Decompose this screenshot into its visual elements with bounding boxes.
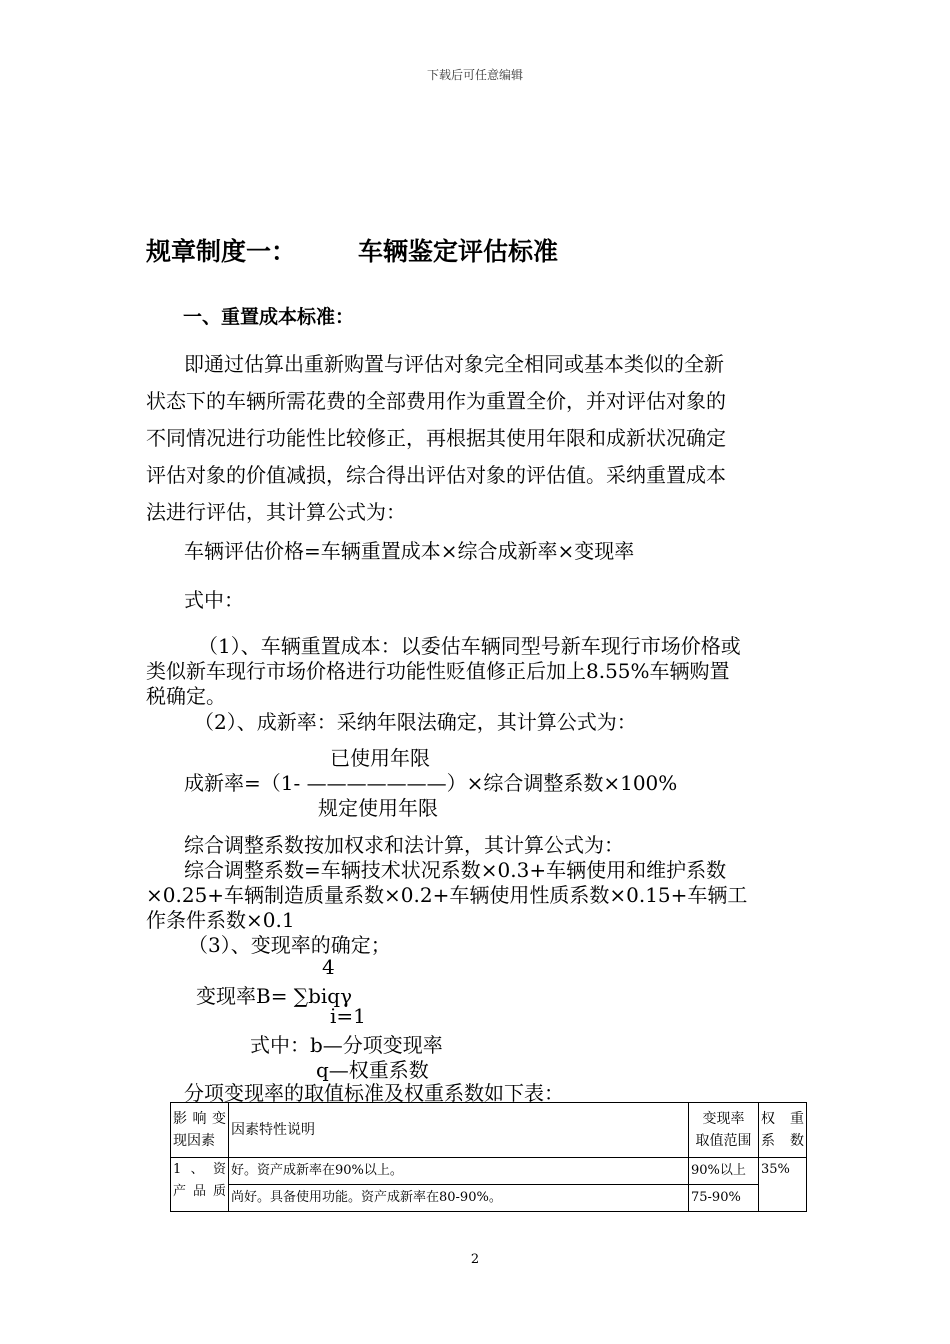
intro-line: 不同情况进行功能性比较修正，再根据其使用年限和成新状况确定: [146, 426, 726, 450]
row-range: 90%以上: [689, 1158, 759, 1185]
header-range-line2: 取值范围: [695, 1133, 752, 1149]
table-header-row: [171, 1103, 807, 1158]
rate-denominator: 规定使用年限: [318, 796, 438, 820]
header-desc: 因素特性说明: [229, 1103, 689, 1158]
sum-upper: 4: [322, 955, 335, 979]
factor-table: [170, 1102, 807, 1212]
rate-formula: 成新率=（1- ———————）×综合调整系数×100%: [184, 771, 678, 795]
adjust-line: 作条件系数×0.1: [146, 908, 295, 932]
item1-line: 税确定。: [146, 684, 226, 708]
where-b: 式中：b—分项变现率: [250, 1033, 443, 1057]
factor-cell: [171, 1158, 229, 1212]
main-formula: 车辆评估价格=车辆重置成本×综合成新率×变现率: [184, 539, 635, 563]
table-row: [171, 1158, 807, 1185]
title-prefix: 规章制度一：: [146, 237, 297, 266]
adjust-line: 综合调整系数=车辆技术状况系数×0.3+车辆使用和维护系数: [184, 858, 727, 882]
where-label: 式中：: [184, 588, 244, 612]
adjust-line: 综合调整系数按加权求和法计算，其计算公式为：: [184, 833, 624, 857]
item3-line: （3）、变现率的确定；: [188, 933, 391, 957]
rate-numerator: 已使用年限: [330, 746, 430, 770]
intro-line: 法进行评估，其计算公式为：: [146, 500, 406, 524]
section-heading: 一、重置成本标准：: [183, 306, 355, 328]
header-note: 下载后可任意编辑: [426, 68, 523, 82]
table-intro: 分项变现率的取值标准及权重系数如下表：: [184, 1081, 564, 1105]
header-weight: [759, 1103, 807, 1158]
row-desc: 好。资产成新率在90%以上。: [229, 1158, 689, 1185]
page-title: 车辆鉴定评估标准: [358, 237, 559, 266]
item1-line: 类似新车现行市场价格进行功能性贬值修正后加上8.55%车辆购置: [146, 659, 730, 683]
row-weight: 35%: [759, 1158, 807, 1212]
adjust-line: ×0.25+车辆制造质量系数×0.2+车辆使用性质系数×0.15+车辆工: [146, 883, 748, 907]
sum-lower: i=1: [330, 1004, 366, 1028]
header-weight-line2: 系数: [761, 1133, 804, 1149]
header-factor-line2: 现因素: [173, 1133, 215, 1149]
header-range: [689, 1103, 759, 1158]
where-q: q—权重系数: [316, 1058, 429, 1082]
sum-formula: 变现率B= ∑biqγ: [196, 984, 353, 1008]
intro-line: 状态下的车辆所需花费的全部费用作为重置全价，并对评估对象的: [146, 389, 726, 413]
item2-line: （2）、成新率：采纳年限法确定，其计算公式为：: [194, 710, 637, 734]
header-factor-line1: 影响变: [173, 1111, 226, 1127]
factor-line1: 1、资: [173, 1162, 226, 1177]
table-row: [171, 1185, 807, 1212]
header-factor: [171, 1103, 229, 1158]
header-weight-line1: 权重: [761, 1111, 804, 1127]
page-number: 2: [470, 1252, 480, 1267]
row-range: 75-90%: [689, 1185, 759, 1212]
intro-line: 即通过估算出重新购置与评估对象完全相同或基本类似的全新: [184, 352, 724, 376]
row-desc: 尚好。具备使用功能。资产成新率在80-90%。: [229, 1185, 689, 1212]
intro-line: 评估对象的价值减损，综合得出评估对象的评估值。采纳重置成本: [146, 463, 726, 487]
header-range-line1: 变现率: [702, 1111, 745, 1127]
factor-line2: 产品质: [173, 1184, 226, 1199]
item1-line: （1）、车辆重置成本：以委估车辆同型号新车现行市场价格或: [198, 634, 741, 658]
